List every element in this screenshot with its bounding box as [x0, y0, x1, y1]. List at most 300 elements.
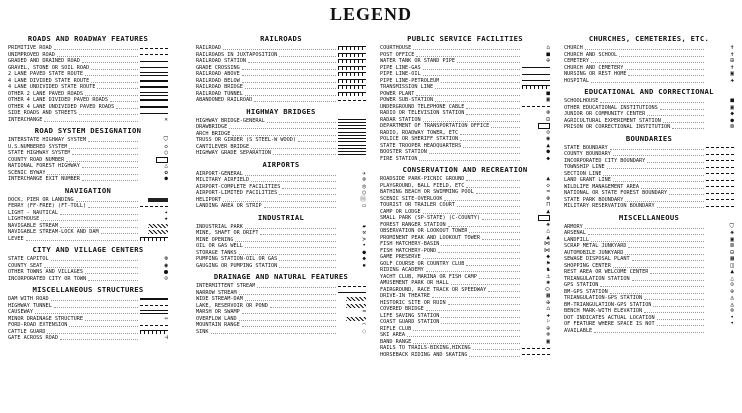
leader-dots — [466, 184, 520, 188]
legend-symbol-icon — [706, 145, 734, 150]
leader-dots — [641, 185, 704, 189]
legend-label: ROADSIDE PARK-PICNIC GROUND — [380, 176, 465, 183]
legend-label: REST AREA OR WELCOME CENTER — [564, 269, 649, 276]
leader-dots — [650, 270, 704, 274]
legend-symbol-icon: △ — [730, 274, 734, 282]
legend-section — [8, 186, 168, 243]
legend-symbol-icon: ◈ — [546, 220, 550, 228]
leader-dots — [413, 327, 520, 331]
legend-symbol-icon: ⊡ — [546, 115, 550, 123]
legend-label: TRANSMISSION LINE — [380, 84, 434, 91]
legend-symbol-icon — [140, 52, 168, 57]
legend-label: LAND GRANT LINE — [564, 177, 611, 184]
section-heading: DRAINAGE AND NATURAL FEATURES — [213, 272, 349, 281]
legend-label: HELIPORT — [196, 196, 221, 203]
leader-dots — [441, 79, 520, 83]
leader-dots — [647, 112, 704, 116]
leader-dots — [657, 204, 704, 208]
legend-row — [564, 118, 734, 125]
leader-dots — [60, 336, 138, 340]
legend-label: TOWNSHIP LINE — [564, 164, 605, 171]
legend-symbol-icon — [140, 230, 168, 235]
legend-label: ARMORY — [564, 223, 583, 230]
section-heading: HIGHWAY BRIDGES — [246, 106, 316, 116]
legend-symbol-icon: ■ — [546, 89, 550, 97]
legend-label: PRIMITIVE ROAD — [8, 45, 52, 52]
leader-dots — [435, 85, 520, 89]
legend-label: PIPE LINE-OIL — [380, 71, 421, 78]
leader-dots — [76, 198, 138, 202]
legend-symbol-icon: ○ — [362, 189, 366, 197]
legend-label: PRISON OR CORRECTIONAL INSTITUTION — [564, 124, 671, 131]
legend-row — [8, 236, 168, 243]
leader-dots — [47, 171, 138, 175]
leader-dots — [451, 281, 520, 285]
leader-dots — [82, 177, 138, 181]
leader-dots — [245, 297, 336, 301]
legend-symbol-icon — [338, 98, 366, 103]
legend-label: PUMPING STATION-OIL OR GAS — [196, 256, 278, 263]
legend-symbol-icon: ✈ — [362, 169, 366, 177]
leader-dots — [69, 323, 138, 327]
leader-dots — [239, 317, 336, 321]
leader-dots — [88, 204, 138, 208]
leader-dots — [466, 177, 520, 181]
legend-column-2 — [196, 34, 366, 338]
legend-label: NARROW STREAM — [196, 289, 237, 296]
section-heading: MISCELLANEOUS — [618, 212, 680, 222]
leader-dots — [242, 79, 336, 83]
legend-row — [8, 335, 168, 342]
legend-section — [380, 34, 550, 162]
leader-dots — [463, 144, 520, 148]
legend-symbol-icon — [338, 118, 366, 123]
legend-label: SIDE ROADS AND STREETS — [8, 110, 77, 117]
legend-symbol-icon: ▲ — [730, 268, 734, 276]
legend-row — [196, 263, 366, 270]
legend-label: HISTORIC SITE OR RUIN — [380, 299, 446, 306]
legend-row — [196, 329, 366, 336]
legend-symbol-icon: ⊠ — [730, 123, 734, 131]
leader-dots — [672, 125, 704, 129]
legend-symbol-icon: ◌ — [362, 327, 366, 335]
legend-row — [8, 78, 168, 85]
leader-dots — [438, 249, 520, 253]
legend-label: INCORPORATED CITY BOUNDARY — [564, 157, 646, 164]
leader-dots — [466, 262, 520, 266]
legend-label: HORSEBACK RIDING AND SKATING — [380, 351, 468, 358]
leader-dots — [235, 238, 336, 242]
legend-label: ARSENAL — [564, 230, 586, 237]
leader-dots — [60, 224, 138, 228]
legend-label: COUNTY ROAD NUMBER — [8, 156, 65, 163]
legend-label: SMALL PARK (SP-STATE) (C-COUNTY) — [380, 215, 480, 222]
legend-section — [196, 272, 366, 335]
legend-label: DEPARTMENT OF TRANSPORTATION OFFICE — [380, 123, 490, 130]
legend-symbol-icon: ⊕ — [730, 287, 734, 295]
section-heading: AIRPORTS — [262, 159, 300, 169]
legend-symbol-icon: ◬ — [730, 300, 734, 308]
legend-section — [564, 134, 734, 210]
leader-dots — [441, 242, 520, 246]
legend-label: GRADED AND DRAINED ROAD — [8, 58, 80, 65]
leader-dots — [600, 99, 704, 103]
legend-label: NATIONAL FOREST HIGHWAY — [8, 163, 80, 170]
legend-symbol-icon: ✱ — [546, 279, 550, 287]
legend-symbol-icon: ⊛ — [546, 194, 550, 202]
legend-label: FOREST RANGER STATION — [380, 221, 446, 228]
legend-symbol-icon — [338, 297, 366, 302]
legend-symbol-icon: ○ — [164, 149, 168, 157]
leader-dots — [663, 119, 704, 123]
legend-label: OBSERVATION OR LOOKOUT TOWER — [380, 228, 468, 235]
leader-dots — [419, 157, 520, 161]
legend-symbol-icon: ⊙ — [164, 274, 168, 282]
leader-dots — [270, 304, 336, 308]
leader-dots — [466, 111, 520, 115]
leader-dots — [26, 237, 138, 241]
legend-symbol-icon: ● — [362, 248, 366, 256]
leader-dots — [245, 172, 336, 176]
leader-dots — [257, 284, 336, 288]
legend-label: STATE TROOPER HEADQUARTERS — [380, 142, 462, 149]
leader-dots — [242, 66, 336, 70]
legend-symbol-icon — [140, 223, 168, 228]
leader-dots — [482, 236, 520, 240]
legend-label: STATE CAPITOL — [8, 256, 49, 263]
leader-dots — [457, 203, 520, 207]
legend-row — [564, 124, 734, 131]
legend-label: BM-GPS STATION — [564, 288, 608, 295]
legend-label: TRUSS OR GIRDER (S STEEL-W WOOD) — [196, 137, 296, 144]
leader-dots — [644, 296, 704, 300]
leader-dots — [628, 72, 704, 76]
legend-symbol-icon: ⊟ — [730, 248, 734, 256]
leader-dots — [644, 309, 704, 313]
legend-symbol-icon — [522, 124, 550, 129]
legend-symbol-icon — [338, 290, 366, 295]
leader-dots — [116, 105, 138, 109]
leader-dots — [613, 152, 704, 156]
legend-symbol-icon — [338, 125, 366, 130]
legend-symbol-icon: ⛉ — [729, 222, 734, 230]
legend-label: TRIANGULATION STATION — [564, 275, 630, 282]
legend-symbol-icon: ◇ — [546, 181, 550, 189]
legend-symbol-icon — [140, 46, 168, 51]
leader-dots — [488, 288, 520, 292]
legend-symbol-icon: ◆ — [546, 154, 550, 162]
legend-section — [8, 245, 168, 282]
legend-label: MINE OPENING — [196, 236, 234, 243]
legend-label: SKI AREA — [380, 332, 405, 339]
legend-label: LANDFILL — [564, 236, 589, 243]
leader-dots — [72, 151, 138, 155]
legend-label: WILDLIFE MANAGEMENT AREA — [564, 183, 639, 190]
legend-symbol-icon — [522, 72, 550, 77]
legend-label: SCENIC SITE-OVERLOOK — [380, 195, 443, 202]
legend-label: HIGHWAY TUNNEL — [8, 302, 52, 309]
leader-dots — [457, 59, 520, 63]
legend-symbol-icon: ⛉ — [163, 136, 168, 144]
leader-dots — [248, 59, 336, 63]
leader-dots — [229, 125, 336, 129]
legend-symbol-icon: ▰ — [362, 222, 366, 230]
legend-label: BOOSTER STATION — [380, 149, 427, 156]
legend-symbol-icon: ● — [730, 116, 734, 124]
legend-label: ARCH BRIDGE — [196, 130, 231, 137]
leader-dots — [432, 294, 520, 298]
legend-label: PIPE LINE-PETROLEUM — [380, 77, 440, 84]
legend-symbol-icon: ✕ — [164, 115, 168, 123]
legend-symbol-icon — [706, 184, 734, 189]
legend-label: AMUSEMENT PARK OR HALL — [380, 280, 449, 287]
legend-symbol-icon: ✦ — [164, 208, 168, 216]
legend-label: RAILROAD TUNNEL — [196, 90, 243, 97]
legend-symbol-icon: ◉ — [164, 261, 168, 269]
legend-label: RAILROADS IN JUXTAPOSITION — [196, 51, 278, 58]
legend-symbol-icon: ◬ — [730, 294, 734, 302]
legend-row — [196, 150, 366, 157]
legend-label: POLICE OR SHERIFF STATION — [380, 136, 459, 143]
legend-symbol-icon — [706, 191, 734, 196]
legend-label: MOUNTAIN RANGE — [196, 322, 240, 329]
legend-symbol-icon — [338, 138, 366, 143]
legend-label: DRAWBRIDGE — [196, 124, 228, 131]
legend-row — [8, 117, 168, 124]
leader-dots — [476, 190, 520, 194]
legend-label: HIGHWAY GRADE SEPARATION — [196, 150, 271, 157]
legend-label: MILITARY AIRFIELD — [196, 177, 250, 184]
legend-label: 2 LANE PAVED STATE ROUTE — [8, 71, 83, 78]
leader-dots — [591, 79, 704, 83]
legend-label: MINOR DRAINAGE STRUCTURE — [8, 315, 83, 322]
legend-label: HIGHWAY BRIDGE-GENERAL — [196, 117, 265, 124]
legend-symbol-icon — [140, 59, 168, 64]
legend-symbol-icon — [140, 303, 168, 308]
leader-dots — [435, 98, 520, 102]
legend-label: HOSPITAL — [564, 77, 589, 84]
legend-symbol-icon: ◈ — [730, 229, 734, 237]
legend-label: CEMETERY — [564, 58, 589, 65]
leader-dots — [273, 151, 336, 155]
legend-symbol-icon — [338, 72, 366, 77]
legend-label: MILITARY RESERVATION BOUNDARY — [564, 203, 655, 210]
legend-row — [380, 189, 550, 196]
legend-symbol-icon: ⊞ — [730, 57, 734, 65]
legend-symbol-icon: ⊕ — [546, 57, 550, 65]
legend-section — [196, 160, 366, 210]
legend-symbol-icon: ▦ — [730, 255, 734, 263]
legend-label: BAND RANGE — [380, 338, 412, 345]
legend-label: STATE BOUNDARY — [564, 144, 608, 151]
legend-section — [8, 285, 168, 342]
leader-dots — [223, 46, 336, 50]
legend-symbol-icon: ▲ — [546, 207, 550, 215]
legend-symbol-icon: ⇔ — [164, 314, 168, 322]
legend-column-1 — [8, 34, 168, 345]
legend-label: RIFLE CLUB — [380, 325, 412, 332]
legend-row — [564, 105, 734, 112]
legend-label: COURTHOUSE — [380, 45, 412, 52]
legend-row — [8, 84, 168, 91]
legend-label: RADAR STATION — [380, 116, 421, 123]
leader-dots — [416, 53, 520, 57]
legend-label: AVAILABLE — [564, 327, 593, 334]
leader-dots — [625, 66, 704, 70]
leader-dots — [54, 304, 138, 308]
leader-dots — [491, 124, 520, 128]
legend-row — [8, 97, 168, 104]
legend-symbol-icon: ▦ — [546, 292, 550, 300]
legend-label: INTERMITTENT STREAM — [196, 283, 256, 290]
legend-symbol-icon — [338, 59, 366, 64]
legend-symbol-icon: △ — [164, 162, 168, 170]
leader-dots — [242, 72, 336, 76]
leader-dots — [69, 145, 138, 149]
legend-label: FAIRGROUND, RACE TRACK OR SPEEDWAY — [380, 286, 487, 293]
leader-dots — [298, 138, 336, 142]
legend-section — [564, 34, 734, 84]
leader-dots — [632, 257, 704, 261]
legend-label: TOURIST OR TRAILER COURT — [380, 202, 455, 209]
legend-symbol-icon: ⊛ — [164, 255, 168, 263]
legend-label: OTHER 4 LANE UNDIVIDED PAVED ROADS — [8, 103, 115, 110]
legend-label: SHOPPING CENTER — [564, 262, 611, 269]
legend-label: POST OFFICE — [380, 51, 415, 58]
leader-dots — [600, 283, 704, 287]
legend-symbol-icon: ★ — [164, 215, 168, 223]
leader-dots — [279, 257, 336, 261]
legend-label: GAUGING OR PUMPING STATION — [196, 262, 278, 269]
leader-dots — [85, 317, 138, 321]
leader-dots — [423, 72, 520, 76]
legend-symbol-icon: △ — [546, 227, 550, 235]
legend-symbol-icon — [338, 65, 366, 70]
leader-dots — [426, 268, 520, 272]
legend-symbol-icon — [338, 284, 366, 289]
leader-dots — [88, 277, 138, 281]
legend-symbol-icon — [522, 346, 550, 351]
legend-symbol-icon — [140, 98, 168, 103]
legend-row — [196, 203, 366, 210]
leader-dots — [101, 230, 138, 234]
legend-row — [8, 104, 168, 111]
section-heading: ROADS AND ROADWAY FEATURES — [27, 34, 149, 43]
legend-symbol-icon: ⚐ — [546, 318, 550, 326]
legend-symbol-icon: ✿ — [164, 168, 168, 176]
legend-symbol-icon — [706, 165, 734, 170]
leader-dots — [610, 290, 704, 294]
legend-label: POWER SUB-STATION — [380, 97, 434, 104]
leader-dots — [223, 198, 336, 202]
legend-symbol-icon: ⊛ — [546, 109, 550, 117]
legend-symbol-icon: ⊗ — [730, 307, 734, 315]
legend-symbol-icon — [140, 236, 168, 241]
legend-label: MARSH OR SWAMP — [196, 309, 240, 316]
leader-dots — [660, 106, 704, 110]
legend-section — [564, 87, 734, 131]
legend-label: GRADE CROSSING — [196, 64, 240, 71]
legend-label: WIDE STREAM-DAM — [196, 296, 243, 303]
legend-label: SCENIC BYWAY — [8, 169, 46, 176]
legend-symbol-icon — [706, 178, 734, 183]
leader-dots — [245, 85, 336, 89]
legend-label: RAILROAD — [196, 45, 221, 52]
legend-symbol-icon: ⊙ — [730, 281, 734, 289]
legend-section — [8, 126, 168, 183]
leader-dots — [279, 191, 336, 195]
legend-symbol-icon: ⌂ — [546, 44, 550, 52]
leader-dots — [647, 159, 704, 163]
legend-symbol-icon: ▣ — [546, 96, 550, 104]
leader-dots — [619, 53, 704, 57]
legend-symbol-icon — [140, 85, 168, 90]
leader-dots — [632, 277, 704, 281]
legend-label: FISH HATCHERY-POND — [380, 247, 437, 254]
legend-label: CAMP OR LODGE — [380, 208, 421, 215]
leader-dots — [82, 59, 138, 63]
legend-label: WATER TANK OR STAND PIPE — [380, 58, 455, 65]
legend-row — [564, 315, 734, 322]
legend-label: INTERCHANGE — [8, 116, 43, 123]
legend-symbol-icon: ■ — [546, 50, 550, 58]
legend-symbol-icon — [522, 352, 550, 357]
legend-label: GAME PRESERVE — [380, 254, 421, 261]
legend-label: FORD-ROAD EXTENSION — [8, 322, 68, 329]
legend-symbol-icon: ⊓ — [546, 201, 550, 209]
legend-label: SECTION LINE — [564, 170, 602, 177]
leader-dots — [625, 251, 704, 255]
legend-label: ABANDONED RAILROAD — [196, 97, 253, 104]
legend-symbol-icon: ⌂ — [546, 305, 550, 313]
legend-label: DOCK, PIER OR LANDING — [8, 196, 74, 203]
legend-symbol-icon: ⬭ — [544, 285, 550, 293]
leader-dots — [413, 340, 520, 344]
leader-dots — [591, 238, 704, 242]
leader-dots — [585, 46, 704, 50]
legend-symbol-icon — [522, 216, 550, 221]
legend-symbol-icon: ⊙ — [546, 128, 550, 136]
legend-label: MINE, SHAFT OR DRIFT — [196, 230, 259, 237]
legend-label: INCORPORATED CITY OR TOWN — [8, 275, 87, 282]
legend-symbol-icon — [706, 197, 734, 202]
legend-symbol-icon — [522, 65, 550, 70]
leader-dots — [607, 165, 704, 169]
legend-label: COUNTY SEAT — [8, 262, 43, 269]
legend-symbol-icon: ◎ — [362, 182, 366, 190]
leader-dots — [211, 330, 337, 334]
legend-symbol-icon — [140, 111, 168, 116]
legend-label: FIRE STATION — [380, 155, 418, 162]
legend-symbol-icon — [140, 323, 168, 328]
legend-symbol-icon — [706, 152, 734, 157]
legend-label: SCRAP METAL JUNKYARD — [564, 243, 627, 250]
leader-dots — [441, 314, 520, 318]
legend-row — [380, 274, 550, 281]
legend-label: RAILROAD BELOW — [196, 77, 240, 84]
legend-symbol-icon — [140, 91, 168, 96]
leader-dots — [585, 225, 704, 229]
legend-label: BATHING BEACH OR SWIMMING POOL — [380, 189, 474, 196]
legend-symbol-icon: ◫ — [730, 261, 734, 269]
legend-label: JUNIOR OR COMMUNITY CENTER — [564, 111, 646, 118]
legend-symbol-icon — [522, 85, 550, 90]
legend-symbol-icon: ⊠ — [730, 242, 734, 250]
legend-row — [380, 352, 550, 359]
leader-dots — [591, 59, 704, 63]
legend-label: INTERCHANGE EXIT NUMBER — [8, 176, 80, 183]
legend-label: OVERFLOW LAND — [196, 315, 237, 322]
